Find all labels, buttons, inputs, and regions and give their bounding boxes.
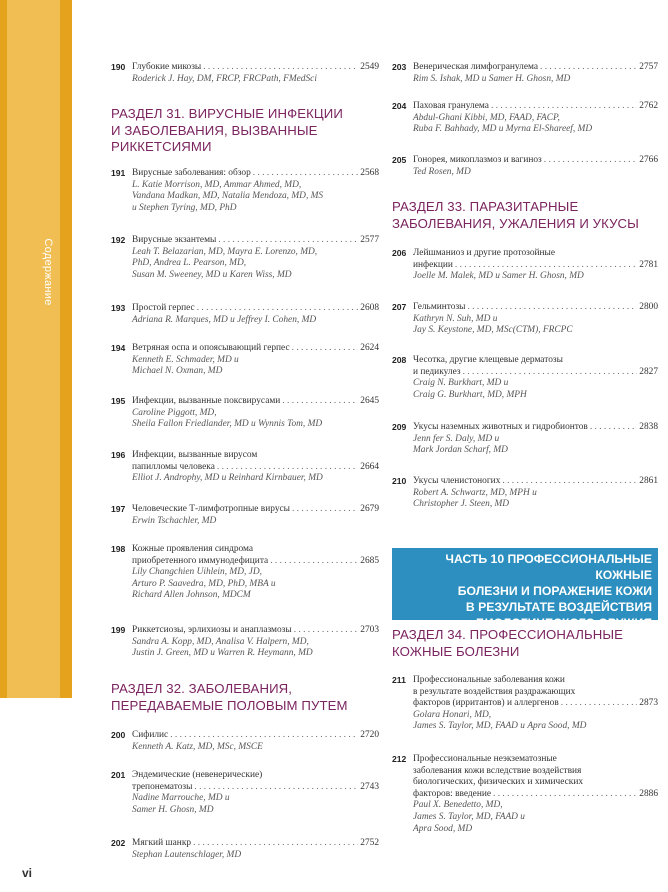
chapter-title: Гельминтозы	[413, 302, 466, 312]
chapter-page: 2624	[360, 343, 379, 353]
chapter-authors: Erwin Tschachler, MD	[132, 515, 217, 526]
chapter-authors: Apra Sood, MD	[413, 823, 473, 834]
chapter-number: 206	[392, 248, 407, 258]
chapter-title: Гонорея, микоплазмоз и вагиноз	[413, 155, 542, 165]
chapter-authors: Kenneth A. Katz, MD, MSc, MSCE	[132, 741, 263, 752]
chapter-201	[111, 770, 379, 816]
chapter-number: 207	[392, 302, 407, 312]
section-32-heading	[111, 681, 379, 714]
chapter-203	[392, 62, 658, 85]
chapter-192	[111, 235, 379, 281]
chapter-page: 2685	[360, 555, 379, 566]
section-line: РАЗДЕЛ 31. ВИРУСНЫЕ ИНФЕКЦИИ	[111, 106, 343, 121]
chapter-title: Инфекции, вызванные поксвирусами	[132, 396, 281, 406]
chapter-authors: Adriana R. Marques, MD и Jeffrey I. Cohen, MD	[132, 314, 317, 325]
chapter-authors: Lily Changchien Uihlein, MD, JD,	[132, 567, 262, 578]
chapter-211	[392, 675, 658, 733]
chapter-190	[111, 62, 379, 85]
chapter-number: 192	[111, 235, 126, 245]
chapter-205	[392, 155, 658, 178]
chapter-title: Глубокие микозы	[132, 62, 202, 72]
chapter-authors: Golara Honari, MD,	[413, 709, 492, 720]
chapter-191	[111, 168, 379, 214]
chapter-authors: James S. Taylor, MD, FAAD и	[413, 811, 525, 822]
chapter-number: 191	[111, 168, 126, 178]
chapter-authors: Caroline Piggott, MD,	[132, 407, 217, 418]
part-line: БИОЛОГИЧЕСКОГО ОРУЖИЯ	[476, 616, 652, 630]
chapter-title: биологических, физических и химических	[413, 777, 584, 788]
chapter-202	[111, 838, 379, 861]
chapter-title: Венерическая лимфогранулема	[413, 62, 539, 72]
chapter-number: 198	[111, 544, 126, 554]
chapter-number: 193	[111, 303, 126, 313]
chapter-page: 2757	[639, 62, 658, 72]
section-line: РАЗДЕЛ 34. ПРОФЕССИОНАЛЬНЫЕ	[392, 627, 624, 642]
chapter-number: 197	[111, 504, 126, 514]
chapter-title: Паховая гранулема	[413, 101, 489, 111]
chapter-title: Вирусные заболевания: обзор	[132, 168, 251, 178]
chapter-authors: Vandana Madkan, MD, Natalia Mendoza, MD, MS	[132, 191, 324, 202]
section-line: ПЕРЕДАВАЕМЫЕ ПОЛОВЫМ ПУТЕМ	[111, 697, 348, 713]
chapter-page: 2827	[639, 366, 658, 377]
section-line: РАЗДЕЛ 32. ЗАБОЛЕВАНИЯ,	[111, 681, 293, 696]
page-number: vi	[22, 866, 33, 880]
chapter-title: Ветряная оспа и опоясывающий герпес	[132, 343, 290, 353]
chapter-page: 2766	[639, 155, 658, 165]
chapter-204	[392, 101, 658, 136]
chapter-number: 202	[111, 838, 126, 848]
chapter-authors: PhD, Andrea L. Pearson, MD,	[132, 258, 247, 269]
chapter-authors: Justin J. Green, MD и Warren R. Heymann, MD	[132, 648, 313, 659]
chapter-title: Кожные проявления синдрома	[132, 544, 254, 554]
chapter-number: 209	[392, 422, 407, 432]
chapter-page: 2568	[360, 168, 379, 178]
chapter-page: 2664	[360, 461, 379, 472]
chapter-210	[392, 476, 658, 511]
chapter-title: Укусы наземных животных и гидробионтов	[413, 422, 588, 432]
chapter-authors: Richard Allen Johnson, MDCM	[132, 590, 251, 601]
chapter-authors: Susan M. Sweeney, MD и Karen Wiss, MD	[132, 269, 292, 280]
chapter-number: 199	[111, 625, 126, 635]
chapter-authors: Abdul-Ghani Kibbi, MD, FAAD, FACP,	[413, 112, 560, 123]
chapter-page: 2720	[360, 730, 379, 740]
chapter-authors: Nadine Marrouche, MD и	[132, 793, 230, 804]
chapter-title: Укусы членистоногих	[413, 476, 501, 486]
chapter-authors: Michael N. Oxman, MD	[132, 366, 223, 377]
chapter-authors: James S. Taylor, MD, FAAD и Apra Sood, MD	[413, 721, 587, 732]
chapter-authors: Craig G. Burkhart, MD, MPH	[413, 389, 527, 400]
chapter-title: Вирусные экзантемы	[132, 235, 217, 245]
part-10-banner	[392, 548, 658, 630]
chapter-title: Сифилис	[132, 730, 169, 740]
chapter-authors: Elliot J. Androphy, MD и Reinhard Kirnbauer, MD	[132, 473, 323, 484]
chapter-title: Эндемические (невенерические)	[132, 770, 263, 780]
section-line: И ЗАБОЛЕВАНИЯ, ВЫЗВАННЫЕ	[111, 122, 318, 138]
chapter-title: трепонематозы	[132, 781, 193, 792]
chapter-authors: Ruba F. Bahhady, MD и Myrna El-Shareef, MD	[413, 124, 593, 135]
chapter-authors: Rim S. Ishak, MD и Samer H. Ghosn, MD	[413, 73, 571, 84]
chapter-page: 2781	[639, 259, 658, 270]
chapter-number: 203	[392, 62, 407, 72]
chapter-authors: Stephan Lautenschlager, MD	[132, 849, 242, 860]
chapter-authors: Robert A. Schwartz, MD, MPH и	[413, 487, 537, 498]
section-line: РИККЕТСИЯМИ	[111, 139, 212, 154]
chapter-198	[111, 544, 379, 602]
chapter-page: 2873	[639, 698, 658, 709]
chapter-page: 2838	[639, 422, 658, 432]
section-33-heading	[392, 199, 658, 232]
chapter-title: Лейшманиоз и другие протозойные	[413, 248, 555, 258]
part-line: БОЛЕЗНИ И ПОРАЖЕНИЕ КОЖИ	[457, 584, 652, 598]
sidebar-tab	[0, 0, 72, 698]
chapter-194	[111, 343, 379, 378]
chapter-page: 2752	[360, 838, 379, 848]
chapter-page: 2577	[360, 235, 379, 245]
chapter-title: папилломы человека	[132, 461, 215, 472]
chapter-number: 212	[392, 754, 407, 764]
chapter-title: и педикулез	[413, 366, 461, 377]
chapter-page: 2743	[360, 781, 379, 792]
chapter-number: 196	[111, 450, 126, 460]
chapter-title: заболевания кожи вследствие воздействия	[413, 765, 582, 776]
chapter-208	[392, 355, 658, 401]
chapter-authors: Roderick J. Hay, DM, FRCP, FRCPath, FMedSci	[132, 73, 317, 84]
chapter-193	[111, 303, 379, 326]
chapter-number: 210	[392, 476, 407, 486]
chapter-title: Инфекции, вызванные вирусом	[132, 450, 258, 460]
chapter-212	[392, 754, 658, 835]
chapter-207	[392, 302, 658, 337]
chapter-196	[111, 450, 379, 485]
section-line: РАЗДЕЛ 33. ПАРАЗИТАРНЫЕ	[392, 199, 579, 214]
chapter-195	[111, 396, 379, 431]
chapter-authors: L. Katie Morrison, MD, Ammar Ahmed, MD,	[132, 179, 302, 190]
chapter-authors: Sheila Fallon Friedlander, MD и Wynnis Tom, MD	[132, 419, 323, 430]
chapter-title: инфекции	[413, 259, 453, 270]
chapter-title: приобретенного иммунодефицита	[132, 555, 269, 566]
chapter-authors: Jenn fer S. Daly, MD и	[413, 433, 500, 444]
chapter-title: Простой герпес	[132, 303, 195, 313]
chapter-title: в результате воздействия раздражающих	[413, 686, 576, 697]
part-line: В РЕЗУЛЬТАТЕ ВОЗДЕЙСТВИЯ	[465, 600, 652, 614]
chapter-title: Чесотка, другие клещевые дерматозы	[413, 355, 563, 365]
chapter-title: Мягкий шанкр	[132, 838, 192, 848]
chapter-number: 200	[111, 730, 126, 740]
chapter-title: факторов (ирритантов) и аллергенов	[413, 698, 559, 709]
chapter-authors: Kathryn N. Suh, MD и	[413, 313, 498, 324]
chapter-title: Профессиональные заболевания кожи	[413, 675, 565, 685]
chapter-title: Человеческие Т-лимфотропные вирусы	[132, 504, 290, 514]
chapter-authors: Christopher J. Steen, MD	[413, 499, 510, 510]
chapter-number: 190	[111, 62, 126, 72]
chapter-authors: Ted Rosen, MD	[413, 166, 471, 177]
chapter-page: 2703	[360, 625, 379, 635]
section-line: КОЖНЫЕ БОЛЕЗНИ	[392, 643, 520, 659]
sidebar-label: Содержание	[42, 238, 54, 306]
part-10-heading	[392, 551, 652, 631]
section-34-heading	[392, 627, 658, 660]
chapter-209	[392, 422, 658, 457]
chapter-199	[111, 625, 379, 660]
chapter-number: 205	[392, 155, 407, 165]
part-line: ЧАСТЬ 10 ПРОФЕССИОНАЛЬНЫЕ КОЖНЫЕ	[445, 552, 652, 582]
chapter-authors: Jay S. Keystone, MD, MSc(CTM), FRCPC	[413, 325, 573, 336]
chapter-title: факторов: введение	[413, 788, 492, 799]
chapter-number: 208	[392, 355, 407, 365]
chapter-page: 2762	[639, 101, 658, 111]
chapter-197	[111, 504, 379, 527]
chapter-authors: Arturo P. Saavedra, MD, PhD, MBA и	[132, 578, 276, 589]
section-31-heading	[111, 106, 379, 156]
chapter-title: Профессиональные неэкзематозные	[413, 754, 557, 764]
chapter-title: Риккетсиозы, эрлихиозы и анаплазмозы	[132, 625, 292, 635]
chapter-authors: Craig N. Burkhart, MD и	[413, 378, 509, 389]
chapter-206	[392, 248, 658, 283]
chapter-page: 2861	[639, 476, 658, 486]
chapter-page: 2645	[360, 396, 379, 406]
chapter-authors: Joelle M. Malek, MD и Samer H. Ghosn, MD	[413, 271, 584, 282]
chapter-authors: Samer H. Ghosn, MD	[132, 804, 214, 815]
chapter-number: 201	[111, 770, 126, 780]
chapter-authors: Mark Jordan Scharf, MD	[413, 445, 508, 456]
chapter-page: 2886	[639, 788, 658, 799]
chapter-page: 2549	[360, 62, 379, 72]
sidebar-stripe	[7, 0, 60, 698]
section-line: ЗАБОЛЕВАНИЯ, УЖАЛЕНИЯ И УКУСЫ	[392, 215, 639, 231]
chapter-page: 2800	[639, 302, 658, 312]
chapter-page: 2679	[360, 504, 379, 514]
chapter-authors: Paul X. Benedetto, MD,	[413, 800, 503, 811]
chapter-authors: Kenneth E. Schmader, MD и	[132, 354, 239, 365]
chapter-number: 211	[392, 675, 406, 685]
chapter-authors: и Stephen Tyring, MD, PhD	[132, 202, 237, 213]
chapter-authors: Leah T. Belazarian, MD, Mayra E. Lorenzo, MD,	[132, 246, 318, 257]
chapter-authors: Sandra A. Kopp, MD, Analisa V. Halpern, MD,	[132, 636, 309, 647]
chapter-number: 204	[392, 101, 407, 111]
chapter-page: 2608	[360, 303, 379, 313]
chapter-200	[111, 730, 379, 753]
chapter-number: 195	[111, 396, 126, 406]
chapter-number: 194	[111, 343, 126, 353]
